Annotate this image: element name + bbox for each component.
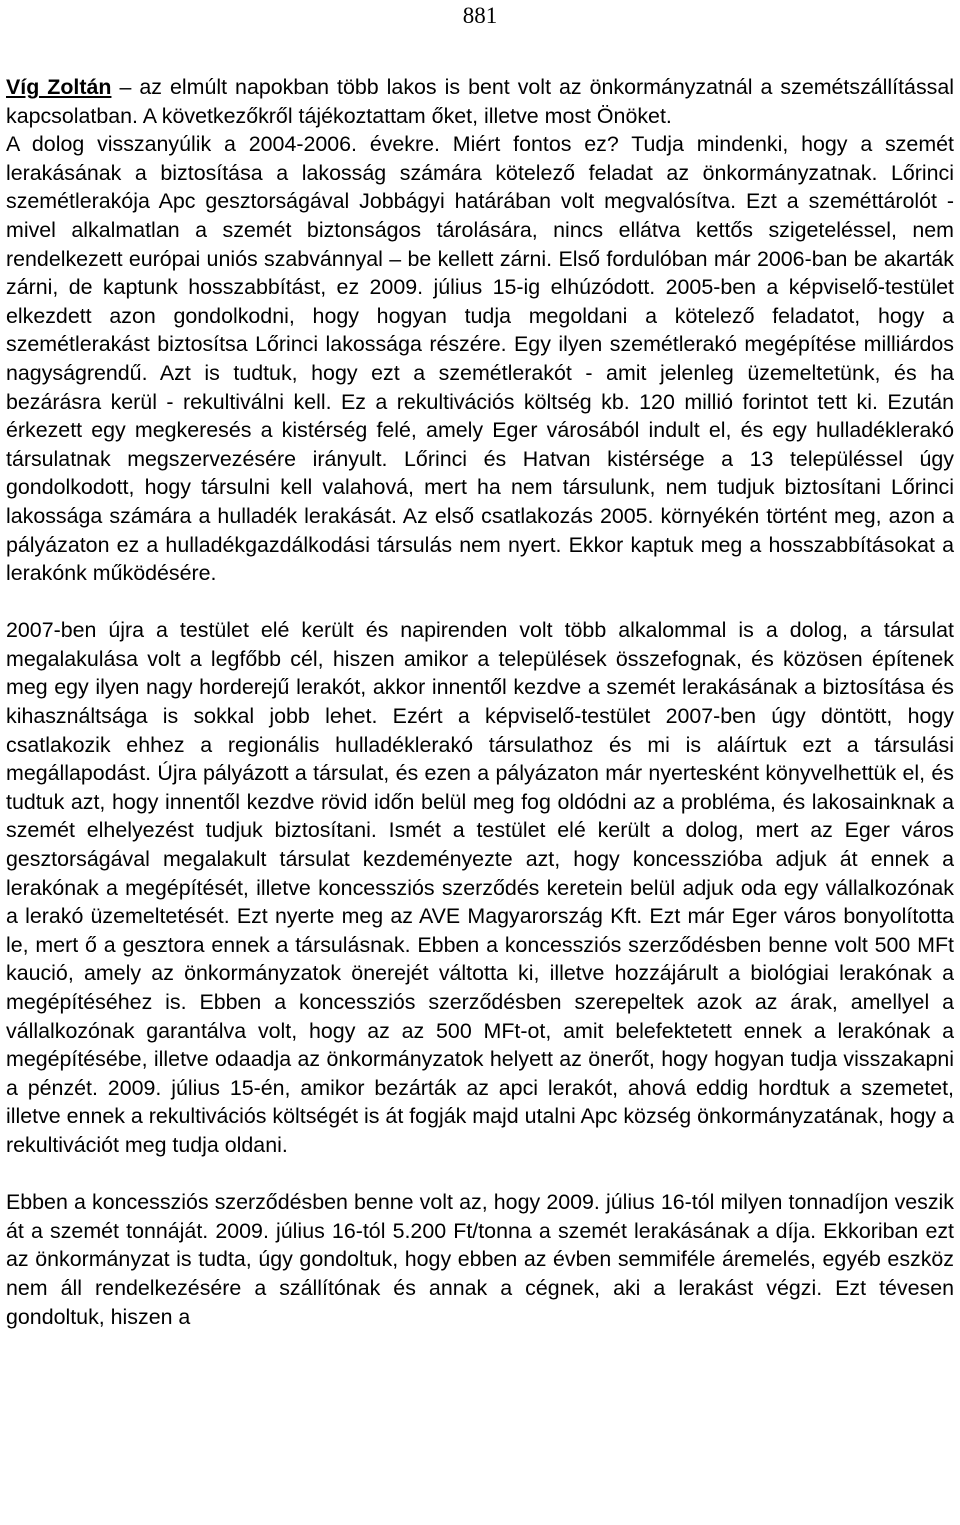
paragraph-2	[6, 616, 954, 1159]
paragraph-3	[6, 1188, 954, 1331]
speaker-name: Víg Zoltán	[6, 75, 112, 99]
paragraph-text: – az elmúlt napokban több lakos is bent volt az önkormányzatnál a szemétszállítással kapcsolatban. A következőkről tájékoztattam őket, illetve most Önöket. A dolog visszanyúlik a 2004-2006. évekre. Miért fontos ez? Tudja mindenki, hogy a szemét lerakásának a biztosítása a lakosság számára kötelező feladat az önkormányzatnak. Lőrinci szemétlerakója Apc gesztorságával Jobbágyi határában volt megvalósítva. Ezt a szeméttárolót - mivel alkalmatlan a szemét biztonságos tárolására, nincs ellátva kettős szigeteléssel, nem rendelkezett európai uniós szabvánnyal – be kellett zárni. Első fordulóban már 2006-ban be akarták zárni, de kaptunk hosszabbítást, ez 2009. július 15-ig elhúzódott. 2005-ben a képviselő-testület elkezdett azon gondolkodni, hogy hogyan tudja megoldani a kötelező feladatot, hogy a szemétlerakást biztosítsa Lőrinci lakossága részére. Egy ilyen szemétlerakó megépítése milliárdos nagyságrendű. Azt is tudtuk, hogy ezt a szemétlerakót - amit jelenleg üzemeltetünk, és ha bezárásra kerül - rekultiválni kell. Ez a rekultivációs költség kb. 120 millió forintot tett ki. Ezután érkezett egy megkeresés a kistérség felé, amely Eger városából indult el, és egy hulladéklerakó társulatnak megszervezésére irányult. Lőrinci és Hatvan kistérsége a 13 településsel úgy gondolkodott, hogy társulni kell valahová, mert ha nem társulunk, nem tudjuk biztosítani Lőrinci lakossága számára a hulladék lerakását. Az első csatlakozás 2005. környékén történt meg, azon a pályázaton ez a hulladékgazdálkodási társulás nem nyert. Ekkor kaptuk meg a hosszabbításokat a lerakónk működésére.	[6, 75, 954, 586]
page-number: 881	[462, 3, 498, 28]
document-body	[6, 73, 954, 1331]
paragraph-text: Ebben a koncessziós szerződésben benne volt az, hogy 2009. július 16-tól milyen tonnadíjon veszik át a szemét tonnáját. 2009. július 16-tól 5.200 Ft/tonna a szemét lerakásának a díja. Ekkoriban ezt az önkormányzat is tudta, úgy gondoltuk, hogy ebben az évben semmiféle áremelés, egyéb eszköz nem áll rendelkezésére a szállítónak és annak a cégnek, aki a lerakást végzi. Ezt tévesen gondoltuk, hiszen a	[6, 1190, 954, 1329]
paragraph-text: 2007-ben újra a testület elé került és napirenden volt több alkalommal is a dolog, a társulat megalakulása volt a legfőbb cél, hiszen amikor a települések összefognak, és közösen építenek meg egy ilyen nagy horderejű lerakót, akkor innentől kezdve a szemét lerakásának a biztosítása és kihasználtsága is sokkal jobb lehet. Ezért a képviselő-testület 2007-ben úgy döntött, hogy csatlakozik ehhez a regionális hulladéklerakó társulathoz és mi is aláírtuk ezt a társulási megállapodást. Újra pályázott a társulat, és ezen a pályázaton már nyertesként könyvelhettük el, és tudtuk azt, hogy innentől kezdve rövid időn belül meg fog oldódni az a probléma, és lakosainknak a szemét elhelyezést tudjuk biztosítani. Ismét a testület elé került a dolog, mert az Eger város gesztorságával megalakult társulat kezdeményezte azt, hogy koncesszióba adjuk át ennek a lerakónak a megépítését, illetve koncessziós szerződés keretein belül adjuk oda egy vállalkozónak a lerakó üzemeltetését. Ezt nyerte meg az AVE Magyarország Kft. Ezt már Eger város bonyolította le, mert ő a gesztora ennek a társulásnak. Ebben a koncessziós szerződésben benne volt 500 MFt kaució, amely az önkormányzatok önerejét váltotta ki, illetve hozzájárult a biológiai lerakónak a megépítéséhez is. Ebben a koncessziós szerződésben szerepeltek azok az árak, amellyel a vállalkozónak garantálva volt, hogy az az 500 MFt-ot, amit belefektetett ennek a lerakónak a megépítésébe, illetve odaadja az önkormányzatok helyett az önerőt, hogy hogyan tudja visszakapni a pénzét. 2009. július 15-én, amikor bezárták az apci lerakót, ahová eddig hordtuk a szemetet, illetve ennek a rekultivációs költségét is át fogják majd utalni Apc község önkormányzatának, hogy a rekultivációt meg tudja oldani.	[6, 618, 954, 1157]
paragraph-1	[6, 73, 954, 588]
